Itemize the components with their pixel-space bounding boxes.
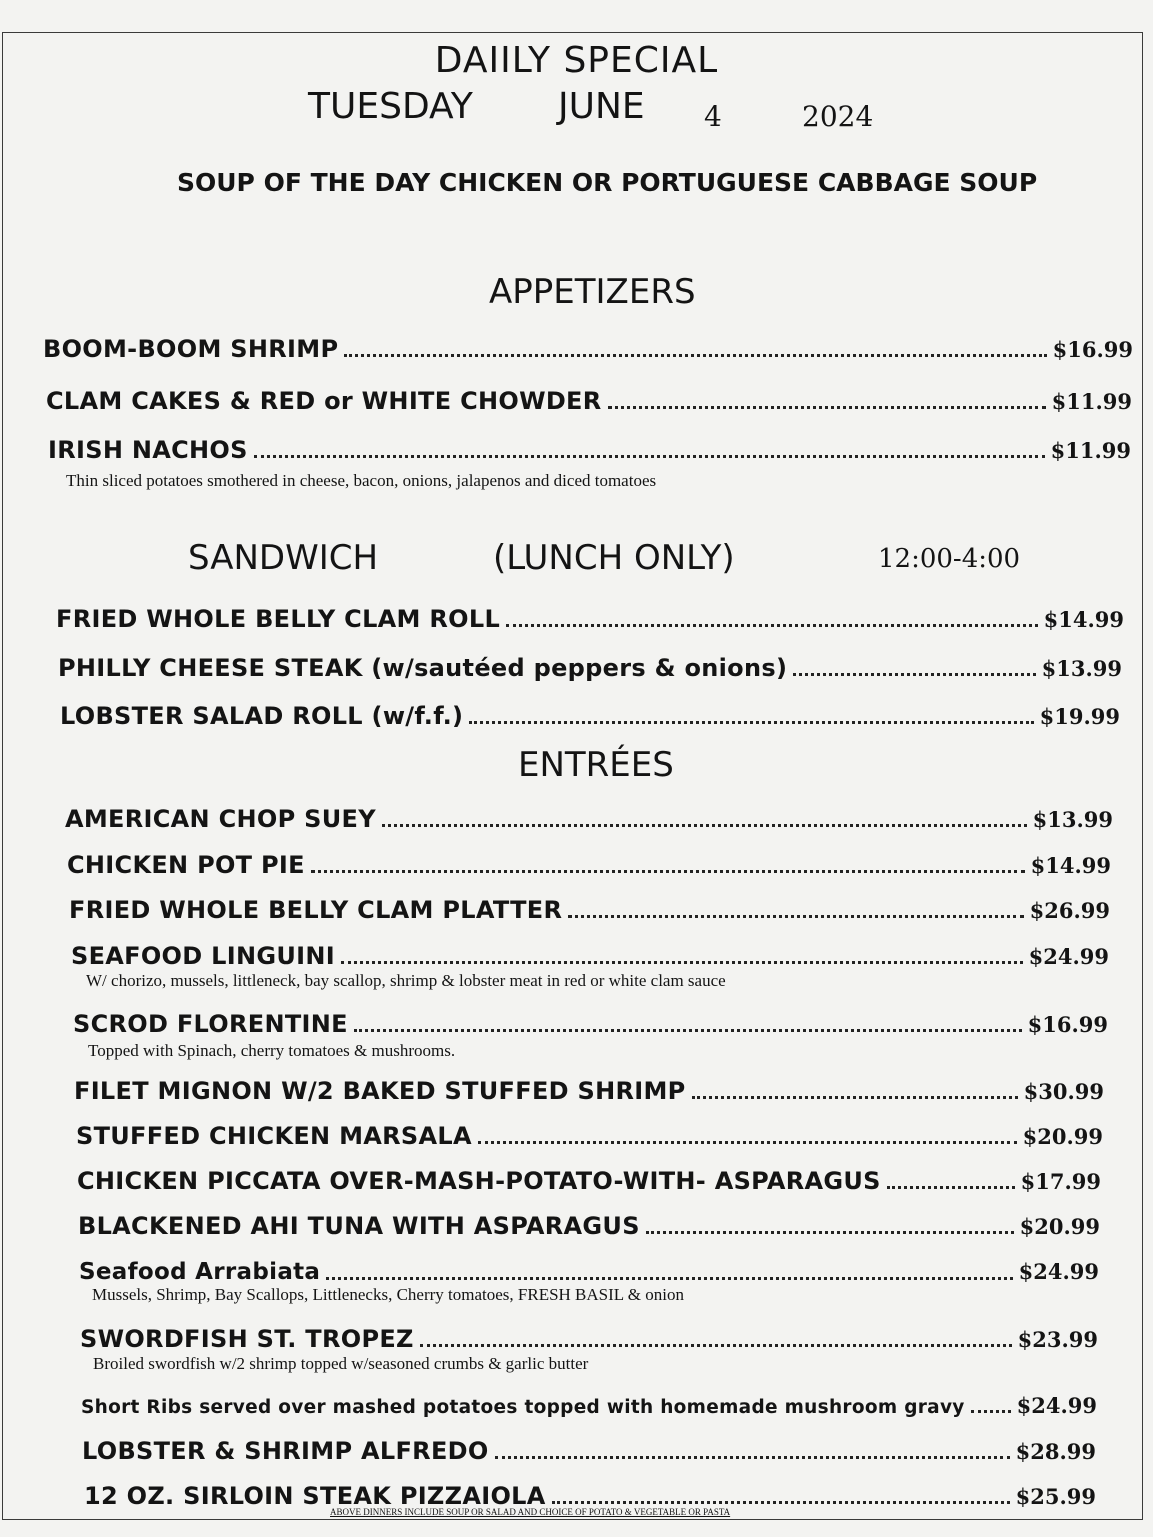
item-name: IRISH NACHOS xyxy=(48,436,248,464)
leader-dots xyxy=(506,624,1038,627)
item-price: $13.99 xyxy=(1032,807,1113,832)
item-name: FRIED WHOLE BELLY CLAM PLATTER xyxy=(69,896,563,924)
leader-dots xyxy=(646,1231,1014,1234)
item-name: CHICKEN PICCATA OVER-MASH-POTATO-WITH- ASPARAGUS xyxy=(77,1167,881,1195)
item-name: PHILLY CHEESE STEAK (w/sautéed peppers & onions) xyxy=(58,654,788,682)
item-price: $24.99 xyxy=(1016,1393,1097,1418)
item-price: $16.99 xyxy=(1027,1012,1108,1037)
leader-dots xyxy=(382,824,1027,827)
leader-dots xyxy=(608,406,1046,409)
item-price: $26.99 xyxy=(1029,898,1110,923)
item-price: $14.99 xyxy=(1043,607,1124,632)
leader-dots xyxy=(344,354,1046,357)
menu-item xyxy=(79,1259,1099,1285)
item-name: LOBSTER SALAD ROLL (w/f.f.) xyxy=(60,702,464,730)
menu-item xyxy=(80,1325,1098,1353)
dinner-footnote: ABOVE DINNERS INCLUDE SOUP OR SALAD AND CHOICE OF POTATO & VEGETABLE OR PASTA xyxy=(330,1507,731,1517)
item-description: Broiled swordfish w/2 shrimp topped w/seasoned crumbs & garlic butter xyxy=(93,1354,589,1373)
item-price: $30.99 xyxy=(1023,1079,1104,1104)
item-price: $17.99 xyxy=(1020,1169,1101,1194)
date-line xyxy=(300,86,920,136)
menu-title: DAIILY SPECIAL xyxy=(434,40,719,81)
item-name: SCROD FLORENTINE xyxy=(73,1010,348,1038)
item-price: $24.99 xyxy=(1018,1259,1099,1284)
menu-item xyxy=(56,605,1124,633)
item-name: SEAFOOD LINGUINI xyxy=(71,942,335,970)
sandwich-hours: 12:00-4:00 xyxy=(878,544,1021,574)
item-price: $20.99 xyxy=(1022,1124,1103,1149)
item-name: FILET MIGNON W/2 BAKED STUFFED SHRIMP xyxy=(74,1077,686,1105)
menu-item xyxy=(82,1437,1096,1465)
day-text: TUESDAY xyxy=(308,86,473,127)
leader-dots xyxy=(552,1501,1010,1504)
leader-dots xyxy=(478,1141,1017,1144)
item-price: $11.99 xyxy=(1051,389,1132,414)
menu-item xyxy=(74,1077,1104,1105)
item-name: AMERICAN CHOP SUEY xyxy=(65,805,376,833)
item-price: $25.99 xyxy=(1015,1484,1096,1509)
leader-dots xyxy=(495,1456,1010,1459)
item-price: $13.99 xyxy=(1041,656,1122,681)
item-price: $24.99 xyxy=(1028,944,1109,969)
menu-item xyxy=(58,654,1122,682)
menu-item xyxy=(81,1393,1097,1418)
item-name: LOBSTER & SHRIMP ALFREDO xyxy=(82,1437,489,1465)
menu-item xyxy=(69,896,1110,924)
item-price: $28.99 xyxy=(1015,1439,1096,1464)
year-text: 2024 xyxy=(802,100,874,133)
leader-dots xyxy=(420,1344,1012,1347)
item-description: Mussels, Shrimp, Bay Scallops, Littlenecks, Cherry tomatoes, FRESH BASIL & onion xyxy=(92,1285,684,1304)
entrees-heading: ENTRÉES xyxy=(518,745,674,785)
leader-dots xyxy=(971,1410,1011,1413)
item-name: BLACKENED AHI TUNA WITH ASPARAGUS xyxy=(78,1212,640,1240)
menu-item xyxy=(48,436,1131,464)
leader-dots xyxy=(469,721,1033,724)
leader-dots xyxy=(793,673,1035,676)
leader-dots xyxy=(311,870,1025,873)
menu-item xyxy=(71,942,1109,970)
item-name: CHICKEN POT PIE xyxy=(67,851,305,879)
item-price: $20.99 xyxy=(1019,1214,1100,1239)
leader-dots xyxy=(354,1029,1022,1032)
soup-of-the-day: SOUP OF THE DAY CHICKEN OR PORTUGUESE CABBAGE SOUP xyxy=(177,168,1038,197)
sandwich-note: (LUNCH ONLY) xyxy=(493,538,735,578)
menu-item xyxy=(84,1482,1096,1510)
item-name: CLAM CAKES & RED or WHITE CHOWDER xyxy=(46,387,602,415)
item-name: BOOM-BOOM SHRIMP xyxy=(43,335,339,363)
item-price: $11.99 xyxy=(1050,438,1131,463)
item-price: $23.99 xyxy=(1017,1327,1098,1352)
menu-item xyxy=(76,1122,1103,1150)
leader-dots xyxy=(341,961,1023,964)
leader-dots xyxy=(887,1186,1015,1189)
menu-item xyxy=(67,851,1111,879)
sandwich-heading: SANDWICH xyxy=(188,538,379,578)
month-text: JUNE xyxy=(558,86,645,127)
leader-dots xyxy=(568,915,1023,918)
item-name: STUFFED CHICKEN MARSALA xyxy=(76,1122,472,1150)
leader-dots xyxy=(326,1277,1012,1280)
item-name: Seafood Arrabiata xyxy=(79,1259,321,1285)
menu-item xyxy=(60,702,1120,730)
item-description: Topped with Spinach, cherry tomatoes & mushrooms. xyxy=(88,1041,456,1060)
item-price: $19.99 xyxy=(1039,704,1120,729)
date-text: 4 xyxy=(704,100,722,133)
menu-item xyxy=(43,335,1133,363)
leader-dots xyxy=(254,455,1045,458)
menu-item xyxy=(73,1010,1108,1038)
item-name: SWORDFISH ST. TROPEZ xyxy=(80,1325,414,1353)
item-name: FRIED WHOLE BELLY CLAM ROLL xyxy=(56,605,501,633)
leader-dots xyxy=(692,1096,1018,1099)
menu-item xyxy=(46,387,1132,415)
item-price: $16.99 xyxy=(1052,337,1133,362)
item-name: 12 OZ. SIRLOIN STEAK PIZZAIOLA xyxy=(84,1482,546,1510)
appetizers-heading: APPETIZERS xyxy=(489,272,696,312)
item-price: $14.99 xyxy=(1030,853,1111,878)
item-description: W/ chorizo, mussels, littleneck, bay scallop, shrimp & lobster meat in red or white clam sauce xyxy=(86,971,726,990)
item-description: Thin sliced potatoes smothered in cheese, bacon, onions, jalapenos and diced tomatoes xyxy=(66,471,657,490)
menu-item xyxy=(78,1212,1100,1240)
menu-item xyxy=(77,1167,1101,1195)
item-name: Short Ribs served over mashed potatoes topped with homemade mushroom gravy xyxy=(81,1397,965,1418)
menu-item xyxy=(65,805,1113,833)
